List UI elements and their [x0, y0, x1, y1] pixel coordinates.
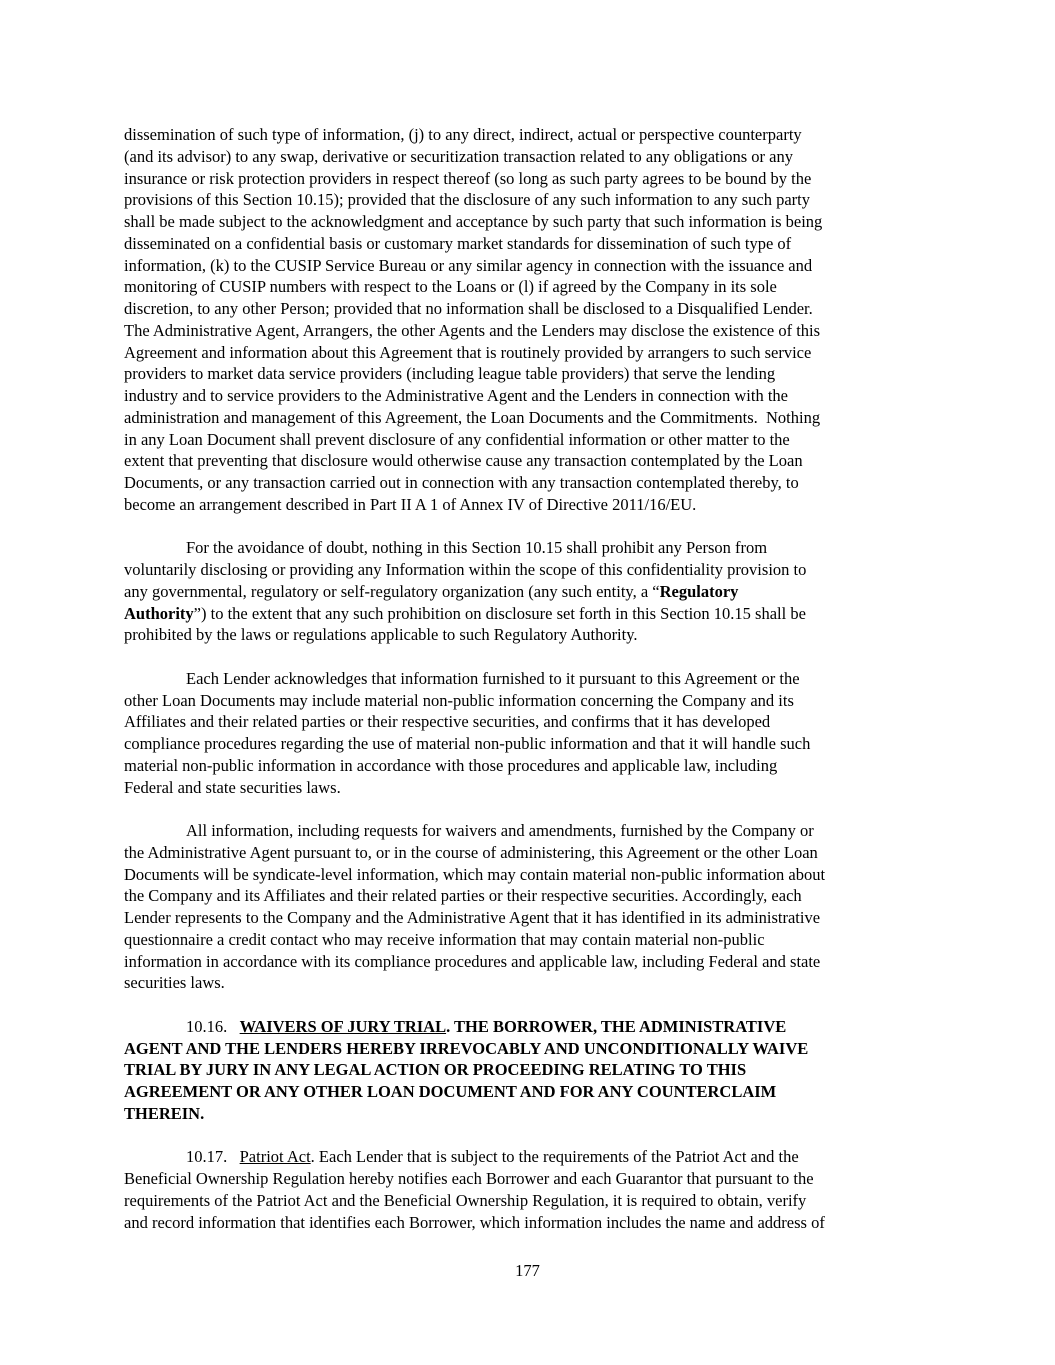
text-line — [124, 755, 944, 777]
text-line — [124, 690, 944, 712]
paragraph-confidentiality-continuation — [124, 124, 944, 516]
bold-text: AGENT AND THE LENDERS HEREBY IRREVOCABLY AND UNCONDITIONALLY WAIVE — [124, 1038, 809, 1058]
text-run: Beneficial Ownership Regulation hereby notifies each Borrower and each Guarantor that pursuant to the — [124, 1169, 814, 1188]
text-run: shall be made subject to the acknowledgment and acceptance by such party that such information is being — [124, 212, 823, 231]
text-line — [124, 146, 944, 168]
text-run: . Each Lender that is subject to the requirements of the Patriot Act and the — [310, 1147, 799, 1167]
text-line — [124, 711, 944, 733]
text-line — [124, 842, 944, 864]
text-line — [124, 168, 944, 190]
text-line — [124, 1190, 944, 1212]
text-line — [124, 320, 944, 342]
text-run: any governmental, regulatory or self-regulatory organization (any such entity, a “ — [124, 581, 660, 601]
text-run: providers to market data service providers (including league table providers) that serve the lending — [124, 364, 776, 384]
document-body — [124, 124, 944, 1255]
text-line — [124, 537, 944, 559]
text-run: discretion, to any other Person; provided that no information shall be disclosed to a Disqualified Lender. — [124, 299, 813, 318]
text-line — [124, 494, 944, 516]
text-run: and record information that identifies each Borrower, which information includes the name and address of — [124, 1212, 825, 1232]
text-line — [124, 385, 944, 407]
page-number: 177 — [515, 1261, 540, 1280]
text-line — [124, 255, 944, 277]
text-line — [124, 472, 944, 494]
text-run: For the avoidance of doubt, nothing in this Section 10.15 shall prohibit any Person from — [186, 538, 768, 558]
bold-text: Authority — [124, 603, 194, 623]
text-run: prohibited by the laws or regulations applicable to such Regulatory Authority. — [124, 625, 638, 645]
text-line — [124, 1016, 944, 1038]
text-run: Each Lender acknowledges that information furnished to it pursuant to this Agreement or the — [186, 668, 800, 688]
text-line — [124, 429, 944, 451]
text-run: Affiliates and their related parties or their respective securities, and confirms that it has developed — [124, 712, 771, 732]
text-line — [124, 864, 944, 886]
text-run: insurance or risk protection providers in respect thereof (so long as such party agrees to be bound by the — [124, 168, 812, 188]
paragraph-syndicate-information — [124, 820, 944, 994]
section-10-16-waivers-of-jury-trial — [124, 1016, 944, 1125]
text-line — [124, 363, 944, 385]
bold-text: AGREEMENT OR ANY OTHER LOAN DOCUMENT AND FOR ANY COUNTERCLAIM — [124, 1082, 777, 1101]
text-line — [124, 1103, 944, 1125]
text-run: The Administrative Agent, Arrangers, the other Agents and the Lenders may disclose the existence of this — [124, 320, 821, 340]
text-line — [124, 1081, 944, 1103]
text-run: 10.16. — [186, 1016, 240, 1036]
text-run: provisions of this Section 10.15); provided that the disclosure of any such information to any such party — [124, 190, 811, 210]
text-line — [124, 624, 944, 646]
text-line — [124, 1212, 944, 1234]
underlined-heading-text: Patriot Act — [239, 1147, 311, 1167]
bold-text: THEREIN. — [124, 1103, 205, 1123]
text-run: securities laws. — [124, 973, 225, 993]
text-line — [124, 907, 944, 929]
text-run: (and its advisor) to any swap, derivative or securitization transaction related to any obligations or any — [124, 146, 793, 166]
text-line — [124, 603, 944, 625]
text-line — [124, 298, 944, 320]
text-line — [124, 733, 944, 755]
text-line — [124, 342, 944, 364]
bold-text: Regulatory — [659, 581, 739, 601]
bold-text: . THE BORROWER, THE ADMINISTRATIVE — [446, 1016, 787, 1036]
text-run: questionnaire a credit contact who may receive information that may contain material non-public — [124, 929, 765, 949]
text-run: All information, including requests for waivers and amendments, furnished by the Company or — [186, 821, 814, 840]
text-line — [124, 189, 944, 211]
text-run: Federal and state securities laws. — [124, 777, 341, 797]
text-line — [124, 276, 944, 298]
text-line — [124, 211, 944, 233]
text-run: Lender represents to the Company and the Administrative Agent that it has identified in its administrative — [124, 908, 821, 927]
text-line — [124, 233, 944, 255]
text-run: information, (k) to the CUSIP Service Bureau or any similar agency in connection with the issuance and — [124, 255, 813, 275]
text-run: 10.17. — [186, 1147, 240, 1167]
bold-text: TRIAL BY JURY IN ANY LEGAL ACTION OR PROCEEDING RELATING TO THIS — [124, 1060, 747, 1080]
section-heading-text: WAIVERS OF JURY TRIAL — [239, 1016, 447, 1036]
text-run: voluntarily disclosing or providing any Information within the scope of this confidentiality provision to — [124, 560, 807, 579]
paragraph-regulatory-authority — [124, 537, 944, 646]
text-run: other Loan Documents may include material non-public information concerning the Company and its — [124, 690, 794, 710]
text-line — [124, 124, 944, 146]
text-line — [124, 929, 944, 951]
text-line — [124, 668, 944, 690]
section-10-17-patriot-act — [124, 1146, 944, 1233]
text-run: industry and to service providers to the Administrative Agent and the Lenders in connection with the — [124, 386, 788, 405]
text-run: become an arrangement described in Part II A 1 of Annex IV of Directive 2011/16/EU. — [124, 494, 697, 514]
text-run: the Administrative Agent pursuant to, or in the course of administering, this Agreement or the other Loan — [124, 842, 818, 862]
text-line — [124, 972, 944, 994]
text-line — [124, 450, 944, 472]
text-run: compliance procedures regarding the use of material non-public information and that it will handle such — [124, 734, 811, 753]
text-line — [124, 407, 944, 429]
text-line — [124, 1038, 944, 1060]
text-run: extent that preventing that disclosure would otherwise cause any transaction contemplated by the Loan — [124, 451, 803, 471]
text-line — [124, 581, 944, 603]
text-line — [124, 820, 944, 842]
text-run: the Company and its Affiliates and their related parties or their respective securities. Accordingly, each — [124, 886, 802, 906]
text-run: requirements of the Patriot Act and the Beneficial Ownership Regulation, it is required to obtain, verify — [124, 1190, 807, 1210]
text-line — [124, 1146, 944, 1168]
text-run: dissemination of such type of information, (j) to any direct, indirect, actual or perspective counterparty — [124, 125, 802, 144]
text-run: administration and management of this Agreement, the Loan Documents and the Commitments. Nothing — [124, 407, 821, 427]
text-line — [124, 885, 944, 907]
paragraph-lender-acknowledgment — [124, 668, 944, 799]
text-run: monitoring of CUSIP numbers with respect to the Loans or (l) if agreed by the Company in its sole — [124, 277, 777, 297]
text-run: information in accordance with its compliance procedures and applicable law, including Federal and state — [124, 951, 821, 971]
text-line — [124, 1059, 944, 1081]
text-run: ”) to the extent that any such prohibition on disclosure set forth in this Section 10.15 shall be — [193, 603, 806, 623]
text-line — [124, 1168, 944, 1190]
text-run: material non-public information in accordance with those procedures and applicable law, including — [124, 755, 778, 775]
text-run: Agreement and information about this Agreement that is routinely provided by arrangers to such service — [124, 342, 812, 362]
text-line — [124, 951, 944, 973]
text-line — [124, 777, 944, 799]
text-run: Documents will be syndicate-level information, which may contain material non-public information about — [124, 864, 826, 884]
text-run: Documents, or any transaction carried out in connection with any transaction contemplated thereby, to — [124, 473, 799, 492]
text-line — [124, 559, 944, 581]
text-run: disseminated on a confidential basis or customary market standards for dissemination of such type of — [124, 233, 792, 253]
text-run: in any Loan Document shall prevent disclosure of any confidential information or other matter to the — [124, 429, 790, 449]
